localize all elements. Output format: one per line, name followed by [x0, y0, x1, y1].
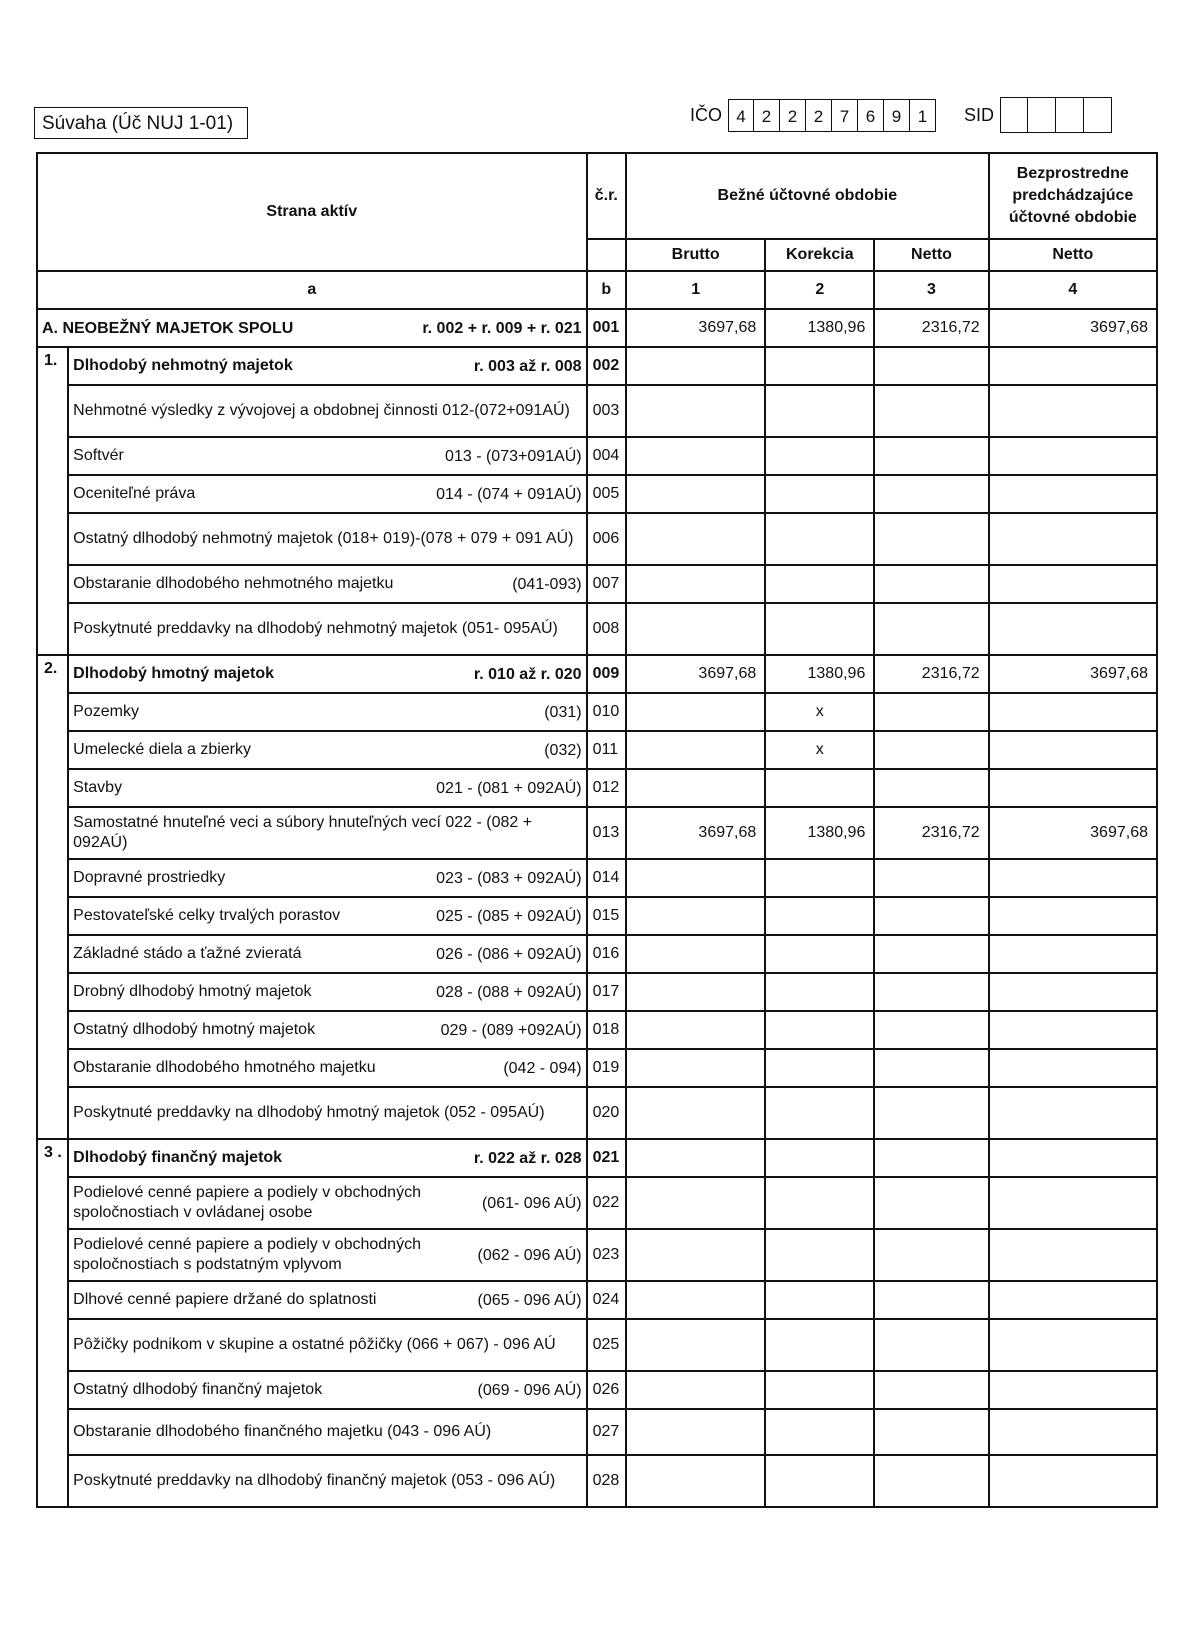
table-row [37, 1371, 1157, 1409]
row-label-cell [68, 1319, 586, 1371]
header-netto-prev: Netto [989, 239, 1157, 271]
header-brutto: Brutto [626, 239, 765, 271]
row-number: 016 [587, 935, 626, 973]
row-label [73, 1235, 581, 1275]
table-row [37, 1177, 1157, 1229]
value-cell-netto-prev[interactable] [989, 693, 1157, 731]
row-label-text: Umelecké diela a zbierky [73, 741, 252, 758]
row-label-text: Dlhodobý nehmotný majetok [73, 357, 293, 374]
value-cell-netto[interactable] [874, 1087, 988, 1139]
row-number: 023 [587, 1229, 626, 1281]
value-cell-netto-prev[interactable] [989, 475, 1157, 513]
table-row [37, 859, 1157, 897]
table-row [37, 935, 1157, 973]
value-cell-korekcia[interactable] [765, 1177, 874, 1229]
value-cell-korekcia[interactable] [765, 1229, 874, 1281]
value-cell-netto-prev[interactable] [989, 603, 1157, 655]
value-cell-netto[interactable] [874, 565, 988, 603]
header-netto: Netto [874, 239, 988, 271]
row-code: 028 - (088 + 092AÚ) [436, 983, 582, 1001]
table-row [37, 1455, 1157, 1507]
row-label-cell [68, 897, 586, 935]
col-label-4: 4 [989, 271, 1157, 309]
table-row [37, 513, 1157, 565]
value-cell-netto-prev[interactable]: 3697,68 [989, 309, 1157, 347]
value-cell-brutto[interactable] [626, 897, 765, 935]
value-cell-korekcia[interactable] [765, 859, 874, 897]
row-number: 013 [587, 807, 626, 859]
table-row [37, 1139, 1157, 1177]
value-cell-netto[interactable] [874, 475, 988, 513]
value-cell-netto-prev[interactable] [989, 1319, 1157, 1371]
col-label-1: 1 [626, 271, 765, 309]
value-cell-brutto[interactable] [626, 693, 765, 731]
value-cell-netto-prev[interactable] [989, 1409, 1157, 1455]
value-cell-netto[interactable] [874, 973, 988, 1011]
row-label-cell [68, 973, 586, 1011]
sid-digit[interactable] [1028, 97, 1056, 133]
col-label-3: 3 [874, 271, 988, 309]
value-cell-brutto[interactable] [626, 935, 765, 973]
sid-digit[interactable] [1000, 97, 1028, 133]
ico-label: IČO [690, 104, 723, 125]
value-cell-netto-prev[interactable] [989, 1455, 1157, 1507]
row-number: 006 [587, 513, 626, 565]
value-cell-netto-prev[interactable] [989, 897, 1157, 935]
table-row [37, 347, 1157, 385]
col-label-a: a [37, 271, 587, 309]
ico-digit[interactable]: 2 [806, 99, 832, 132]
row-label [73, 702, 581, 722]
value-cell-korekcia[interactable] [765, 1281, 874, 1319]
row-number: 011 [587, 731, 626, 769]
table-row [37, 1229, 1157, 1281]
table-row [37, 1281, 1157, 1319]
row-code: (031) [544, 703, 582, 721]
value-cell-netto-prev[interactable] [989, 1371, 1157, 1409]
ico-digit[interactable]: 2 [780, 99, 806, 132]
row-label-cell [68, 769, 586, 807]
table-row [37, 1319, 1157, 1371]
row-label-text: Dlhodobý hmotný majetok [73, 665, 275, 682]
value-cell-brutto[interactable] [626, 1049, 765, 1087]
table-row [37, 1409, 1157, 1455]
section-number: 3 . [37, 1139, 68, 1507]
value-cell-brutto[interactable] [626, 859, 765, 897]
value-cell-korekcia[interactable] [765, 347, 874, 385]
row-number: 015 [587, 897, 626, 935]
row-label-text: Drobný dlhodobý hmotný majetok [73, 983, 312, 1000]
row-label [73, 664, 581, 684]
row-label-text: Podielové cenné papiere a podiely v obchodných spoločnostiach v ovládanej osobe [73, 1184, 421, 1221]
value-cell-korekcia[interactable] [765, 603, 874, 655]
value-cell-korekcia[interactable] [765, 1087, 874, 1139]
header-predchadzajuce-obdobie: Bezprostredne predchádzajúce účtovné obdobie [989, 153, 1157, 239]
value-cell-netto[interactable] [874, 1139, 988, 1177]
value-cell-brutto[interactable] [626, 347, 765, 385]
row-label [73, 574, 581, 594]
row-label-text: Obstaranie dlhodobého hmotného majetku [73, 1059, 376, 1076]
row-code: (062 - 096 AÚ) [477, 1246, 582, 1264]
section-number: 2. [37, 655, 68, 1139]
row-label-text: Softvér [73, 447, 124, 464]
value-cell-netto[interactable] [874, 1409, 988, 1455]
row-label-cell [68, 385, 586, 437]
row-label-cell [68, 807, 586, 859]
row-label-cell [68, 1229, 586, 1281]
row-label-cell [37, 309, 587, 347]
value-cell-korekcia[interactable] [765, 437, 874, 475]
value-cell-netto-prev[interactable] [989, 347, 1157, 385]
value-cell-netto[interactable] [874, 897, 988, 935]
value-cell-brutto[interactable] [626, 1177, 765, 1229]
row-label-cell [68, 693, 586, 731]
value-cell-netto[interactable]: 2316,72 [874, 655, 988, 693]
value-cell-korekcia[interactable] [765, 1139, 874, 1177]
row-number: 009 [587, 655, 626, 693]
form-title: Súvaha (Úč NUJ 1-01) [34, 107, 248, 139]
value-cell-brutto[interactable]: 3697,68 [626, 309, 765, 347]
value-cell-netto[interactable] [874, 1049, 988, 1087]
row-label-cell [68, 603, 586, 655]
row-number: 026 [587, 1371, 626, 1409]
table-row [37, 1087, 1157, 1139]
value-cell-brutto[interactable] [626, 1319, 765, 1371]
row-code: (042 - 094) [503, 1059, 582, 1077]
value-cell-netto[interactable] [874, 731, 988, 769]
value-cell-netto-prev[interactable] [989, 731, 1157, 769]
value-cell-brutto[interactable] [626, 475, 765, 513]
value-cell-brutto[interactable] [626, 603, 765, 655]
value-cell-netto-prev[interactable] [989, 1281, 1157, 1319]
value-cell-netto[interactable] [874, 1319, 988, 1371]
value-cell-netto-prev[interactable] [989, 385, 1157, 437]
row-label [73, 778, 581, 798]
value-cell-korekcia[interactable] [765, 973, 874, 1011]
value-cell-netto[interactable] [874, 1229, 988, 1281]
value-cell-netto-prev[interactable] [989, 935, 1157, 973]
value-cell-brutto[interactable] [626, 1455, 765, 1507]
row-code: 023 - (083 + 092AÚ) [436, 869, 582, 887]
table-row [37, 807, 1157, 859]
row-code: (065 - 096 AÚ) [477, 1291, 582, 1309]
row-label-cell [68, 1011, 586, 1049]
value-cell-korekcia[interactable] [765, 897, 874, 935]
row-number: 008 [587, 603, 626, 655]
value-cell-brutto[interactable] [626, 513, 765, 565]
row-label-text: Ostatný dlhodobý hmotný majetok [73, 1021, 316, 1038]
value-cell-brutto[interactable] [626, 1371, 765, 1409]
row-label-cell [68, 1049, 586, 1087]
row-label-cell [68, 1455, 586, 1507]
value-cell-korekcia[interactable] [765, 513, 874, 565]
row-label-cell [68, 1177, 586, 1229]
header-cr: č.r. [587, 153, 626, 239]
value-cell-korekcia[interactable] [765, 1319, 874, 1371]
col-label-b: b [587, 271, 626, 309]
row-number: 005 [587, 475, 626, 513]
table-row [37, 385, 1157, 437]
row-code: 021 - (081 + 092AÚ) [436, 779, 582, 797]
table-row [37, 437, 1157, 475]
value-cell-brutto[interactable] [626, 731, 765, 769]
row-number: 014 [587, 859, 626, 897]
row-number: 025 [587, 1319, 626, 1371]
value-cell-brutto[interactable] [626, 1281, 765, 1319]
value-cell-netto[interactable] [874, 1011, 988, 1049]
row-label-cell [68, 1281, 586, 1319]
row-label-text: Pôžičky podnikom v skupine a ostatné pôžičky (066 + 067) - 096 AÚ [73, 1336, 556, 1353]
value-cell-korekcia[interactable] [765, 1409, 874, 1455]
sid-label: SID [964, 104, 995, 125]
value-cell-netto[interactable]: 2316,72 [874, 309, 988, 347]
value-cell-brutto[interactable]: 3697,68 [626, 655, 765, 693]
row-label-text: Oceniteľné práva [73, 485, 196, 502]
row-number: 017 [587, 973, 626, 1011]
row-label-text: Dopravné prostriedky [73, 869, 226, 886]
value-cell-netto[interactable] [874, 347, 988, 385]
row-label [73, 356, 581, 376]
table-row [37, 973, 1157, 1011]
row-label-text: Základné stádo a ťažné zvieratá [73, 945, 302, 962]
header-strana-aktiv: Strana aktív [37, 153, 587, 271]
row-label [73, 1020, 581, 1040]
value-cell-netto[interactable] [874, 1177, 988, 1229]
value-cell-brutto[interactable] [626, 1229, 765, 1281]
row-number: 022 [587, 1177, 626, 1229]
value-cell-korekcia[interactable]: 1380,96 [765, 655, 874, 693]
row-label-text: Obstaranie dlhodobého nehmotného majetku [73, 575, 394, 592]
row-label [73, 868, 581, 888]
value-cell-netto[interactable] [874, 769, 988, 807]
row-label-cell [68, 655, 586, 693]
value-cell-brutto[interactable] [626, 973, 765, 1011]
value-cell-korekcia[interactable] [765, 1011, 874, 1049]
row-label-cell [68, 1087, 586, 1139]
value-cell-korekcia[interactable]: x [765, 731, 874, 769]
row-label-text: Poskytnuté preddavky na dlhodobý nehmotný majetok (051- 095AÚ) [73, 620, 558, 637]
value-cell-netto[interactable] [874, 437, 988, 475]
value-cell-netto-prev[interactable] [989, 565, 1157, 603]
row-label [73, 944, 581, 964]
header-cr-empty [587, 239, 626, 271]
row-number: 019 [587, 1049, 626, 1087]
row-code: 026 - (086 + 092AÚ) [436, 945, 582, 963]
row-number: 002 [587, 347, 626, 385]
row-label-text: Podielové cenné papiere a podiely v obchodných spoločnostiach s podstatným vplyvom [73, 1236, 421, 1273]
value-cell-korekcia[interactable]: 1380,96 [765, 309, 874, 347]
row-code: 014 - (074 + 091AÚ) [436, 485, 582, 503]
value-cell-netto-prev[interactable] [989, 1139, 1157, 1177]
table-row [37, 693, 1157, 731]
value-cell-netto-prev[interactable] [989, 1177, 1157, 1229]
value-cell-netto-prev[interactable] [989, 973, 1157, 1011]
row-label-cell [68, 1371, 586, 1409]
row-code: r. 002 + r. 009 + r. 021 [422, 319, 582, 337]
row-number: 012 [587, 769, 626, 807]
value-cell-netto-prev[interactable] [989, 1229, 1157, 1281]
value-cell-korekcia[interactable] [765, 565, 874, 603]
row-label-cell [68, 565, 586, 603]
row-label [73, 740, 581, 760]
value-cell-netto-prev[interactable]: 3697,68 [989, 807, 1157, 859]
value-cell-netto[interactable] [874, 935, 988, 973]
ico-digit[interactable]: 6 [858, 99, 884, 132]
row-number: 010 [587, 693, 626, 731]
row-code: (041-093) [512, 575, 582, 593]
value-cell-netto[interactable] [874, 513, 988, 565]
value-cell-brutto[interactable] [626, 1409, 765, 1455]
value-cell-netto-prev[interactable] [989, 1011, 1157, 1049]
value-cell-netto[interactable]: 2316,72 [874, 807, 988, 859]
row-label [73, 906, 581, 926]
row-label-text: Dlhodobý finančný majetok [73, 1149, 283, 1166]
value-cell-brutto[interactable] [626, 385, 765, 437]
table-row [37, 565, 1157, 603]
row-label-text: A. NEOBEŽNÝ MAJETOK SPOLU [42, 319, 294, 337]
row-code: (061- 096 AÚ) [481, 1194, 582, 1212]
row-number: 028 [587, 1455, 626, 1507]
value-cell-netto[interactable] [874, 385, 988, 437]
value-cell-korekcia[interactable]: 1380,96 [765, 807, 874, 859]
sid-digit[interactable] [1056, 97, 1084, 133]
row-label [73, 484, 581, 504]
row-label-cell [68, 437, 586, 475]
row-label [73, 1290, 581, 1310]
value-cell-korekcia[interactable] [765, 1049, 874, 1087]
row-label-cell [68, 513, 586, 565]
value-cell-korekcia[interactable] [765, 1455, 874, 1507]
row-label-text: Nehmotné výsledky z vývojovej a obdobnej činnosti 012-(072+091AÚ) [73, 402, 570, 419]
row-label [73, 1380, 581, 1400]
value-cell-brutto[interactable] [626, 1011, 765, 1049]
table-row [37, 769, 1157, 807]
value-cell-brutto[interactable]: 3697,68 [626, 807, 765, 859]
row-number: 024 [587, 1281, 626, 1319]
row-number: 020 [587, 1087, 626, 1139]
row-label-text: Pestovateľské celky trvalých porastov [73, 907, 341, 924]
ico-digit[interactable]: 7 [832, 99, 858, 132]
row-label-text: Obstaranie dlhodobého finančného majetku (043 - 096 AÚ) [73, 1423, 492, 1440]
value-cell-korekcia[interactable] [765, 769, 874, 807]
value-cell-netto[interactable] [874, 1455, 988, 1507]
ico-sid-block [690, 97, 1112, 133]
row-label-text: Poskytnuté preddavky na dlhodobý hmotný majetok (052 - 095AÚ) [73, 1104, 545, 1121]
ico-digit[interactable]: 2 [754, 99, 780, 132]
value-cell-brutto[interactable] [626, 769, 765, 807]
row-label [73, 982, 581, 1002]
row-label-cell [68, 859, 586, 897]
value-cell-korekcia[interactable] [765, 935, 874, 973]
row-label-text: Ostatný dlhodobý finančný majetok [73, 1381, 323, 1398]
row-label [73, 1058, 581, 1078]
row-code: (069 - 096 AÚ) [477, 1381, 582, 1399]
header-korekcia: Korekcia [765, 239, 874, 271]
row-label-cell [68, 731, 586, 769]
row-number: 004 [587, 437, 626, 475]
value-cell-netto[interactable] [874, 603, 988, 655]
value-cell-brutto[interactable] [626, 1087, 765, 1139]
value-cell-netto-prev[interactable] [989, 513, 1157, 565]
value-cell-netto-prev[interactable]: 3697,68 [989, 655, 1157, 693]
value-cell-korekcia[interactable] [765, 1371, 874, 1409]
header-bezne-obdobie: Bežné účtovné obdobie [626, 153, 989, 239]
value-cell-netto[interactable] [874, 693, 988, 731]
row-label-text: Poskytnuté preddavky na dlhodobý finančný majetok (053 - 096 AÚ) [73, 1472, 556, 1489]
value-cell-brutto[interactable] [626, 437, 765, 475]
row-code: 013 - (073+091AÚ) [445, 447, 582, 465]
row-label [73, 1183, 581, 1223]
ico-digit[interactable]: 1 [910, 99, 936, 132]
row-label [42, 319, 582, 338]
table-row [37, 897, 1157, 935]
row-label-cell [68, 347, 586, 385]
value-cell-brutto[interactable] [626, 1139, 765, 1177]
row-code: 025 - (085 + 092AÚ) [436, 907, 582, 925]
value-cell-netto-prev[interactable] [989, 1049, 1157, 1087]
value-cell-brutto[interactable] [626, 565, 765, 603]
row-label-text: Stavby [73, 779, 123, 796]
row-label-cell [68, 935, 586, 973]
value-cell-netto[interactable] [874, 1371, 988, 1409]
col-label-2: 2 [765, 271, 874, 309]
row-label-text: Samostatné hnuteľné veci a súbory hnuteľných vecí 022 - (082 + 092AÚ) [73, 814, 533, 851]
value-cell-korekcia[interactable]: x [765, 693, 874, 731]
row-number: 018 [587, 1011, 626, 1049]
table-row [37, 603, 1157, 655]
row-label-cell [68, 1409, 586, 1455]
row-number: 021 [587, 1139, 626, 1177]
row-label-text: Dlhové cenné papiere držané do splatnosti [73, 1291, 377, 1308]
table-row [37, 731, 1157, 769]
row-label-text: Ostatný dlhodobý nehmotný majetok (018+ 019)-(078 + 079 + 091 AÚ) [73, 530, 574, 547]
section-number: 1. [37, 347, 68, 655]
row-label-text: Pozemky [73, 703, 139, 720]
table-row [37, 475, 1157, 513]
value-cell-netto-prev[interactable] [989, 1087, 1157, 1139]
row-label-cell [68, 475, 586, 513]
ico-digit[interactable]: 9 [884, 99, 910, 132]
table-row [37, 309, 1157, 347]
row-label-cell [68, 1139, 586, 1177]
row-code: (032) [544, 741, 582, 759]
value-cell-netto-prev[interactable] [989, 859, 1157, 897]
row-number: 007 [587, 565, 626, 603]
value-cell-netto-prev[interactable] [989, 437, 1157, 475]
value-cell-netto-prev[interactable] [989, 769, 1157, 807]
table-row [37, 1011, 1157, 1049]
value-cell-netto[interactable] [874, 859, 988, 897]
row-number: 001 [587, 309, 626, 347]
value-cell-korekcia[interactable] [765, 385, 874, 437]
balance-sheet-table [36, 152, 1158, 1508]
row-number: 027 [587, 1409, 626, 1455]
ico-digit[interactable]: 4 [728, 99, 754, 132]
value-cell-korekcia[interactable] [765, 475, 874, 513]
row-code: 029 - (089 +092AÚ) [440, 1021, 582, 1039]
row-code: r. 003 až r. 008 [473, 357, 582, 375]
row-code: r. 010 až r. 020 [473, 665, 582, 683]
row-code: r. 022 až r. 028 [473, 1149, 582, 1167]
row-number: 003 [587, 385, 626, 437]
row-label [73, 446, 581, 466]
sid-digit[interactable] [1084, 97, 1112, 133]
row-label [73, 1148, 581, 1168]
table-row [37, 1049, 1157, 1087]
value-cell-netto[interactable] [874, 1281, 988, 1319]
table-row [37, 655, 1157, 693]
